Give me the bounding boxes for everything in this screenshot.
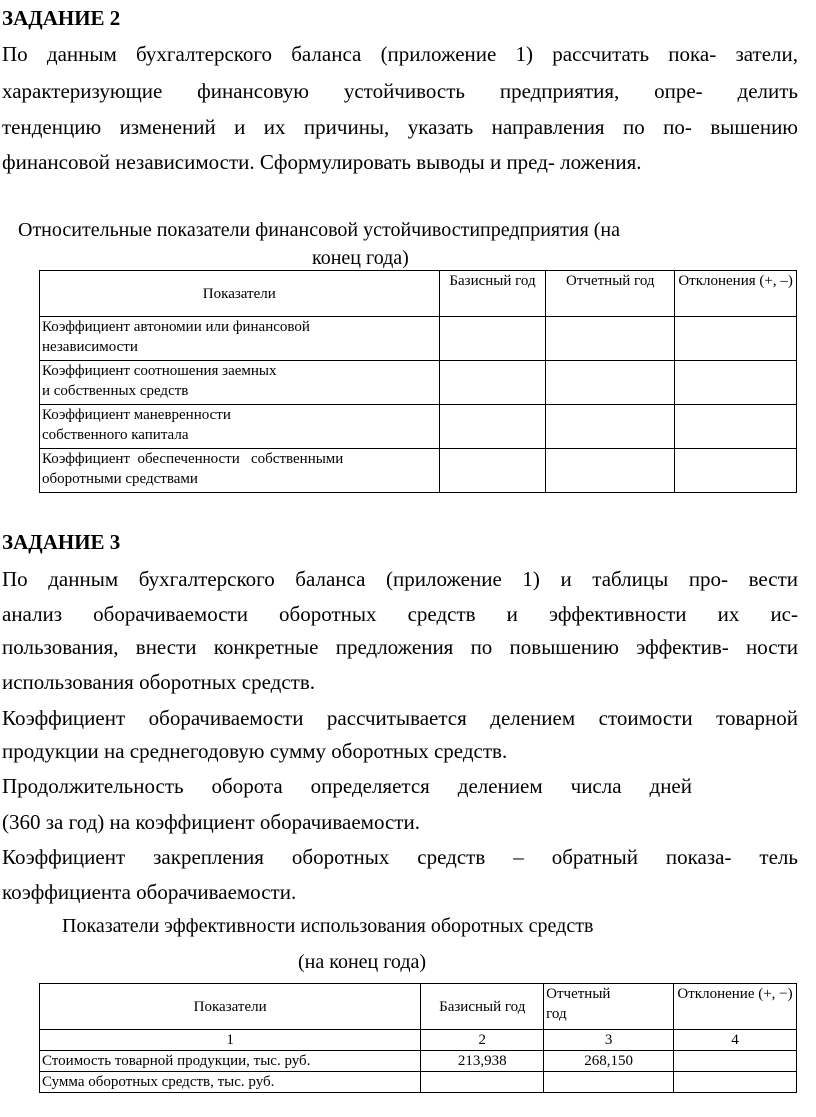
table-row bbox=[40, 405, 797, 449]
header-indicators: Показатели bbox=[40, 984, 421, 1030]
cell-base bbox=[439, 317, 546, 361]
col-number: 1 bbox=[40, 1030, 421, 1051]
header-deviation: Отклонения (+, –) bbox=[675, 271, 797, 317]
cell-base bbox=[439, 449, 546, 493]
cell-dev bbox=[675, 361, 797, 405]
table-row bbox=[40, 361, 797, 405]
header-indicators: Показатели bbox=[40, 271, 440, 317]
row-label: Сумма оборотных средств, тыс. руб. bbox=[40, 1072, 421, 1093]
table-row bbox=[40, 1051, 797, 1072]
task3-paragraph-line: анализ оборачиваемости оборотных средств и эффективности их ис- bbox=[2, 602, 798, 626]
task3-paragraph-line: (360 за год) на коэффициент оборачиваемости. bbox=[2, 810, 420, 834]
task3-paragraph-line: использования оборотных средств. bbox=[2, 670, 315, 694]
table-row bbox=[40, 449, 797, 493]
cell-dev bbox=[675, 449, 797, 493]
task3-paragraph-line: коэффициента оборачиваемости. bbox=[2, 880, 297, 904]
task3-table-caption: (на конец года) bbox=[298, 951, 427, 973]
cell-report bbox=[546, 405, 675, 449]
task3-table-caption: Показатели эффективности использования оборотных средств bbox=[62, 915, 594, 937]
cell-report: 268,150 bbox=[544, 1051, 674, 1072]
col-number: 4 bbox=[674, 1030, 797, 1051]
cell-dev bbox=[675, 317, 797, 361]
task2-table-caption: Относительные показатели финансовой устойчивостипредприятия (на bbox=[18, 219, 621, 241]
task2-paragraph-line: финансовой независимости. Сформулировать выводы и пред- ложения. bbox=[2, 150, 642, 174]
task2-table bbox=[39, 270, 797, 493]
task2-heading: ЗАДАНИЕ 2 bbox=[2, 6, 121, 30]
cell-base bbox=[439, 361, 546, 405]
row-label: Коэффициент соотношения заемных и собственных средств bbox=[40, 361, 440, 405]
cell-report bbox=[546, 449, 675, 493]
cell-report bbox=[546, 317, 675, 361]
task3-paragraph-line: Коэффициент оборачиваемости рассчитывается делением стоимости товарной bbox=[2, 706, 798, 730]
cell-base bbox=[421, 1072, 544, 1093]
task2-paragraph-line: характеризующие финансовую устойчивость предприятия, опре- делить bbox=[2, 79, 798, 103]
task3-paragraph-line: пользования, внести конкретные предложения по повышению эффектив- ности bbox=[2, 635, 798, 659]
header-deviation: Отклонение (+, −) bbox=[674, 984, 797, 1030]
task2-paragraph-line: тенденцию изменений и их причины, указать направления по по- вышению bbox=[2, 115, 798, 139]
cell-report bbox=[544, 1072, 674, 1093]
task3-paragraph-line: Коэффициент закрепления оборотных средств – обратный показа- тель bbox=[2, 845, 798, 869]
header-report-year: Отчетный год bbox=[546, 271, 675, 317]
row-label: Коэффициент маневренности собственного капитала bbox=[40, 405, 440, 449]
col-number: 3 bbox=[544, 1030, 674, 1051]
table-number-row bbox=[40, 1030, 797, 1051]
task3-heading: ЗАДАНИЕ 3 bbox=[2, 530, 121, 554]
row-label: Коэффициент обеспеченности собственными оборотными средствами bbox=[40, 449, 440, 493]
cell-base: 213,938 bbox=[421, 1051, 544, 1072]
table-header-row bbox=[40, 271, 797, 317]
header-base-year: Базисный год bbox=[439, 271, 546, 317]
cell-base bbox=[439, 405, 546, 449]
task3-paragraph-line: По данным бухгалтерского баланса (приложение 1) и таблицы про- вести bbox=[2, 567, 798, 591]
col-number: 2 bbox=[421, 1030, 544, 1051]
cell-dev bbox=[674, 1051, 797, 1072]
row-label: Коэффициент автономии или финансовой независимости bbox=[40, 317, 440, 361]
cell-dev bbox=[675, 405, 797, 449]
header-report-year: Отчетный год bbox=[544, 984, 674, 1030]
cell-dev bbox=[674, 1072, 797, 1093]
task3-paragraph-line: продукции на среднегодовую сумму оборотных средств. bbox=[2, 739, 508, 763]
cell-report bbox=[546, 361, 675, 405]
task2-paragraph-line: По данным бухгалтерского баланса (приложение 1) рассчитать пока- затели, bbox=[2, 42, 798, 66]
table-header-row bbox=[40, 984, 797, 1030]
table-row bbox=[40, 1072, 797, 1093]
table-row bbox=[40, 317, 797, 361]
header-base-year: Базисный год bbox=[421, 984, 544, 1030]
task2-table-caption: конец года) bbox=[312, 247, 409, 269]
task3-paragraph-line: Продолжительность оборота определяется делением числа дней bbox=[2, 774, 692, 798]
row-label: Стоимость товарной продукции, тыс. руб. bbox=[40, 1051, 421, 1072]
task3-table bbox=[39, 983, 797, 1093]
